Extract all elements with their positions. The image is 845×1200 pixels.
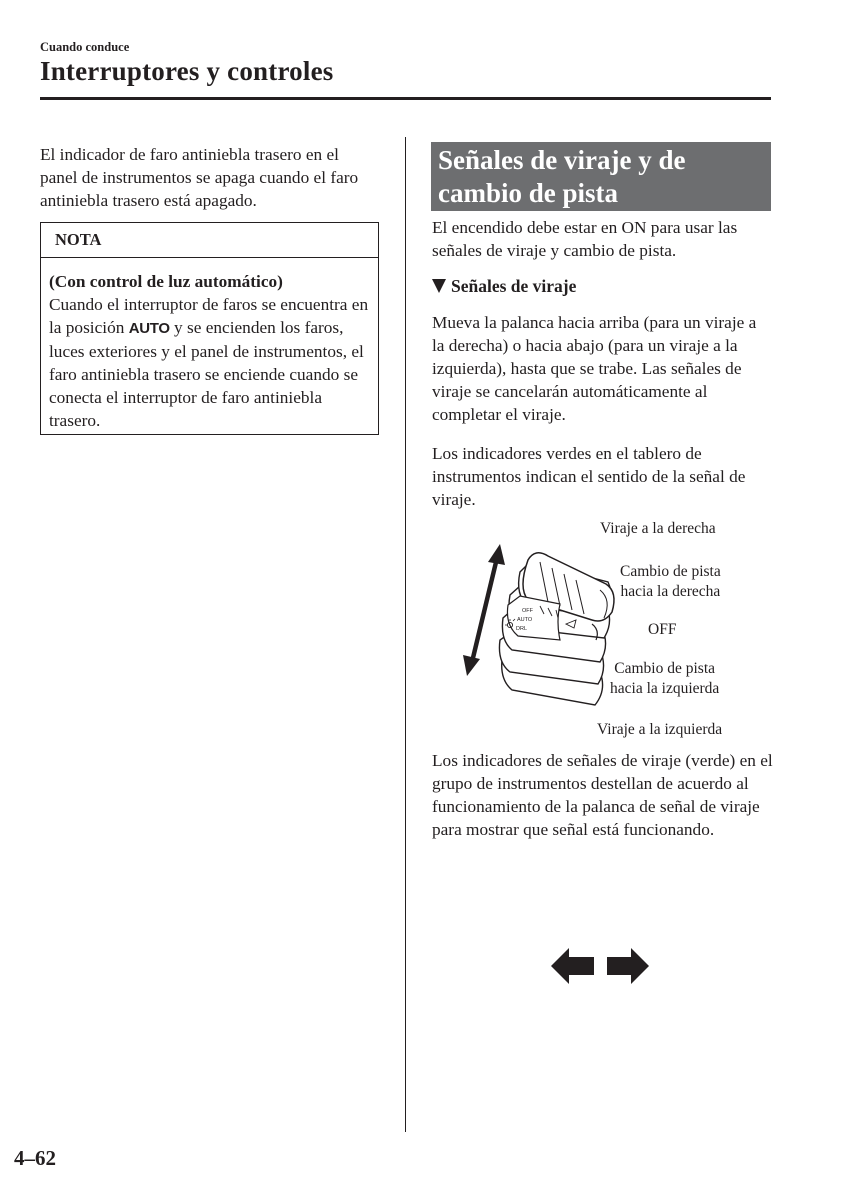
triangle-bullet-icon <box>432 279 446 293</box>
turn-signal-left-icon <box>551 948 594 984</box>
label-lane-change-left-line2: hacia la izquierda <box>610 680 720 697</box>
switch-marking-auto: AUTO <box>517 617 533 623</box>
page-title: Interruptores y controles <box>40 56 334 86</box>
switch-marking-off: OFF <box>522 608 533 614</box>
banner-title: Señales de viraje y de cambio de pista <box>438 145 686 208</box>
subheading <box>432 276 576 297</box>
rear-fog-paragraph: El indicador de faro antiniebla trasero en el panel de instrumentos se apaga cuando el faro antiniebla trasero está apagado. <box>40 145 359 210</box>
note-text-after: y se encienden los faros, luces exteriores y el panel de instrumentos, el faro antiniebla trasero se enciende cuando se conecta el interruptor de faro antiniebla trasero. <box>49 318 364 430</box>
label-lane-change-right-line1: Cambio de pista <box>620 563 721 580</box>
note-box <box>40 222 379 435</box>
subheading-text: Señales de viraje <box>451 276 577 296</box>
flash-paragraph: Los indicadores de señales de viraje (verde) en el grupo de instrumentos destellan de acuerdo al funcionamiento de la palanca de señal de viraje para mostrar que señal está funcionando. <box>432 751 773 839</box>
double-arrow-icon <box>463 544 505 676</box>
label-lane-change-left-line1: Cambio de pista <box>614 660 716 677</box>
turn-signal-right-icon <box>607 948 649 984</box>
note-condition: (Con control de luz automático) <box>49 272 283 291</box>
auto-symbol: AUTO <box>128 320 170 337</box>
label-off: OFF <box>648 621 677 638</box>
title-rule <box>40 97 771 100</box>
switch-marking-drl: DRL <box>516 626 528 632</box>
note-text-before: Cuando el interruptor de faros se encuentra en la posición <box>49 295 369 337</box>
operation-paragraph: Mueva la palanca hacia arriba (para un viraje a la derecha) o hacia abajo (para un viraje a la izquierda), hasta que se trabe. Las señales de viraje se cancelarán automáticamente al completar el viraje. <box>432 313 757 424</box>
note-title: NOTA <box>55 230 102 249</box>
column-divider <box>405 137 406 1132</box>
indicator-paragraph: Los indicadores verdes en el tablero de instrumentos indican el sentido de la señal de viraje. <box>432 444 746 509</box>
turn-signal-lever-illustration <box>460 540 650 730</box>
note-header <box>41 223 378 258</box>
page-nav-arrows[interactable] <box>551 945 651 987</box>
label-right-turn: Viraje a la derecha <box>600 520 716 537</box>
page-number: 4–62 <box>14 1146 56 1170</box>
note-body <box>49 270 375 432</box>
section-banner <box>431 142 771 211</box>
section-label: Cuando conduce <box>40 40 130 54</box>
label-lane-change-right-line2: hacia la derecha <box>620 583 721 600</box>
intro-paragraph: El encendido debe estar en ON para usar las señales de viraje y cambio de pista. <box>432 218 738 260</box>
label-left-turn: Viraje a la izquierda <box>597 721 723 738</box>
